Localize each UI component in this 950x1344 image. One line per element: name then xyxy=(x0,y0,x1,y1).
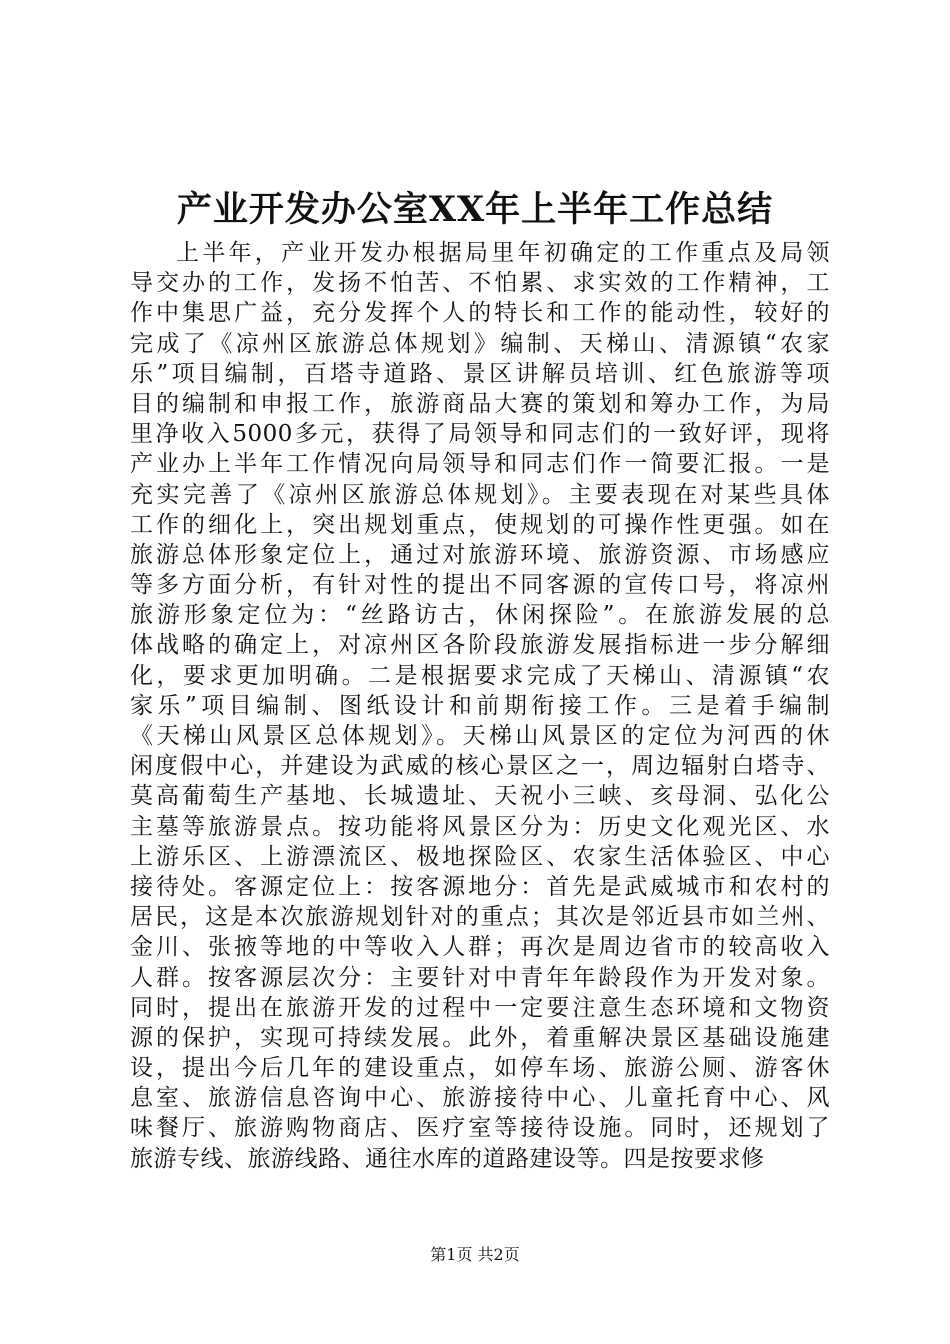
body-line: 旅游总体形象定位上，通过对旅游环境、旅游资源、市场感应 xyxy=(130,541,830,568)
body-line: 《天梯山风景区总体规划》。天梯山风景区的定位为河西的休 xyxy=(130,723,830,749)
body-line: 旅游形象定位为：“丝路访古，休闲探险”。在旅游发展的总 xyxy=(130,602,830,629)
body-line: 充实完善了《凉州区旅游总体规划》。主要表现在对某些具体 xyxy=(130,481,830,508)
body-line: 化，要求更加明确。二是根据要求完成了天梯山、清源镇“农 xyxy=(130,662,830,689)
body-line: 主墓等旅游景点。按功能将风景区分为：历史文化观光区、水 xyxy=(130,813,830,840)
body-line: 目的编制和申报工作，旅游商品大赛的策划和筹办工作，为局 xyxy=(130,390,830,417)
body-line: 居民，这是本次旅游规划针对的重点；其次是邻近县市如兰州、 xyxy=(130,904,830,931)
body-line: 工作的细化上，突出规划重点，使规划的可操作性更强。如在 xyxy=(130,511,830,538)
body-line: 导交办的工作，发扬不怕苦、不怕累、求实效的工作精神，工 xyxy=(130,270,830,297)
body-line: 闲度假中心，并建设为武威的核心景区之一，周边辐射白塔寺、 xyxy=(130,753,830,780)
body-line: 味餐厅、旅游购物商店、医疗室等接待设施。同时，还规划了 xyxy=(130,1115,830,1142)
body-line: 上游乐区、上游漂流区、极地探险区、农家生活体验区、中心 xyxy=(130,843,830,870)
body-line: 旅游专线、旅游线路、通往水库的道路建设等。四是按要求修 xyxy=(130,1145,765,1172)
body-line: 人群。按客源层次分：主要针对中青年年龄段作为开发对象。 xyxy=(130,964,830,991)
body-line: 乐”项目编制，百塔寺道路、景区讲解员培训、红色旅游等项 xyxy=(130,360,830,387)
body-line: 金川、张掖等地的中等收入人群；再次是周边省市的较高收入 xyxy=(130,934,830,961)
body-line: 源的保护，实现可持续发展。此外，着重解决景区基础设施建 xyxy=(130,1024,830,1051)
body-line: 设，提出今后几年的建设重点，如停车场、旅游公厕、游客休 xyxy=(130,1055,830,1082)
body-line: 产业办上半年工作情况向局领导和同志们作一简要汇报。一是 xyxy=(130,451,830,478)
body-line: 体战略的确定上，对凉州区各阶段旅游发展指标进一步分解细 xyxy=(130,632,830,659)
body-line: 完成了《凉州区旅游总体规划》编制、天梯山、清源镇“农家 xyxy=(130,330,830,357)
document-body xyxy=(130,238,830,1174)
document-title: 产业开发办公室XX年上半年工作总结 xyxy=(176,189,774,230)
body-line: 接待处。客源定位上：按客源地分：首先是武威城市和农村的 xyxy=(130,873,830,900)
body-line: 作中集思广益，充分发挥个人的特长和工作的能动性，较好的 xyxy=(130,300,830,327)
body-line: 里净收入5000多元，获得了局领导和同志们的一致好评，现将 xyxy=(130,421,830,448)
body-line: 同时，提出在旅游开发的过程中一定要注意生态环境和文物资 xyxy=(130,994,830,1021)
body-line: 莫高葡萄生产基地、长城遗址、天祝小三峡、亥母洞、弘化公 xyxy=(130,783,830,810)
page-footer: 第1页 共2页 xyxy=(430,1245,520,1264)
body-line: 等多方面分析，有针对性的提出不同客源的宣传口号，将凉州 xyxy=(130,572,830,599)
body-line: 息室、旅游信息咨询中心、旅游接待中心、儿童托育中心、风 xyxy=(130,1085,830,1112)
body-line: 家乐”项目编制、图纸设计和前期衔接工作。三是着手编制 xyxy=(130,692,830,719)
body-line: 上半年，产业开发办根据局里年初确定的工作重点及局领 xyxy=(176,240,830,266)
